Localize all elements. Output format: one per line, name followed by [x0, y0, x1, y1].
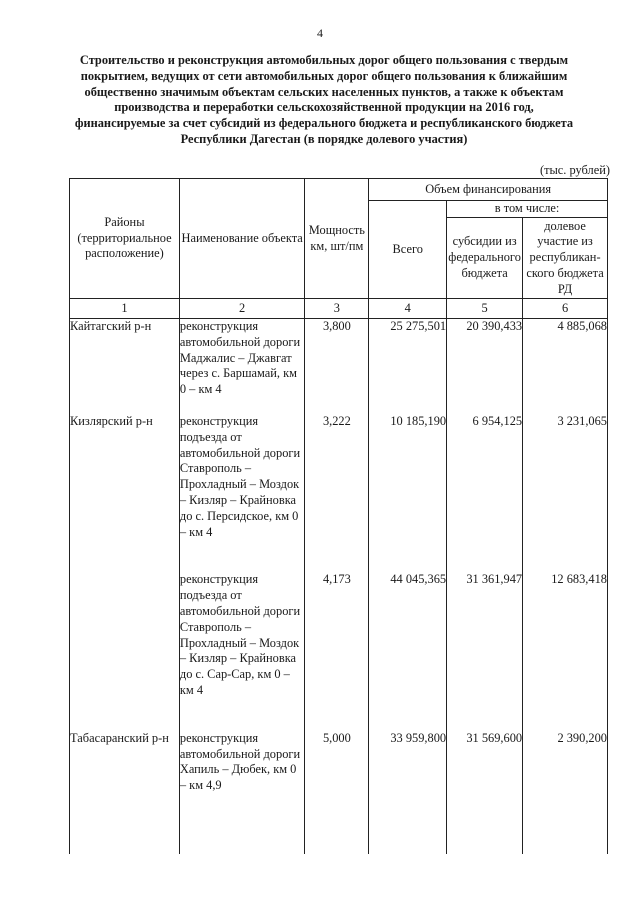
column-number: 4 [369, 299, 447, 319]
row-federal: 31 569,600 [447, 731, 523, 794]
table-row [70, 572, 608, 698]
financing-table [69, 178, 608, 854]
header-regional: долевое участие из республикан-ского бюджета РД [523, 218, 608, 299]
row-capacity: 3,222 [305, 414, 369, 540]
units-note: (тыс. рублей) [539, 163, 610, 177]
column-number: 5 [447, 299, 523, 319]
header-capacity: Мощность км, шт/пм [305, 179, 369, 299]
column-number: 3 [305, 299, 369, 319]
column-number: 2 [179, 299, 305, 319]
header-including: в том числе: [447, 201, 608, 218]
row-capacity: 5,000 [305, 731, 369, 794]
row-capacity: 3,800 [305, 319, 369, 398]
row-object: реконструкция автомобильной дороги Маджалис – Джавгат через с. Баршамай, км 0 – км 4 [179, 319, 305, 398]
header-total: Всего [369, 201, 447, 299]
table-row [70, 414, 608, 540]
row-total: 25 275,501 [369, 319, 447, 398]
row-object: реконструкция подъезда от автомобильной дороги Ставрополь – Прохладный – Моздок – Кизляр – Крайновка до с. Сар-Сар, км 0 – км 4 [179, 572, 305, 698]
column-number: 1 [70, 299, 180, 319]
row-object: реконструкция подъезда от автомобильной дороги Ставрополь – Прохладный – Моздок – Кизляр – Крайновка до с. Персидское, км 0 – км 4 [179, 414, 305, 540]
row-district [70, 572, 180, 698]
row-regional: 3 231,065 [523, 414, 608, 540]
row-regional: 4 885,068 [523, 319, 608, 398]
header-financing: Объем финансирования [369, 179, 608, 201]
table-row [70, 731, 608, 794]
header-district: Районы (территориальное расположение) [70, 179, 180, 299]
row-total: 44 045,365 [369, 572, 447, 698]
row-total: 10 185,190 [369, 414, 447, 540]
page-number: 4 [317, 26, 323, 40]
column-number: 6 [523, 299, 608, 319]
row-district: Табасаранский р-н [70, 731, 180, 794]
row-federal: 6 954,125 [447, 414, 523, 540]
row-regional: 2 390,200 [523, 731, 608, 794]
header-federal: субсидии из федерального бюджета [447, 218, 523, 299]
row-federal: 20 390,433 [447, 319, 523, 398]
row-district: Кайтагский р-н [70, 319, 180, 398]
row-object: реконструкция автомобильной дороги Хапиль – Дюбек, км 0 – км 4,9 [179, 731, 305, 794]
header-object: Наименование объекта [179, 179, 305, 299]
row-district: Кизлярский р-н [70, 414, 180, 540]
table-row [70, 319, 608, 398]
row-federal: 31 361,947 [447, 572, 523, 698]
row-capacity: 4,173 [305, 572, 369, 698]
row-total: 33 959,800 [369, 731, 447, 794]
document-title: Строительство и реконструкция автомобильных дорог общего пользования с твердым покрытием, ведущих от сети автомобильных дорог общего пользования к ближайшим общественно значимым объектам сельских населенных пунктов, а также к объектам производства и переработки сельскохозяйственной продукции на 2016 год, финансируемые за счет субсидий из федерального бюджета и республиканского бюджета Республики Дагестан (в порядке долевого участия) [74, 53, 574, 146]
row-regional: 12 683,418 [523, 572, 608, 698]
